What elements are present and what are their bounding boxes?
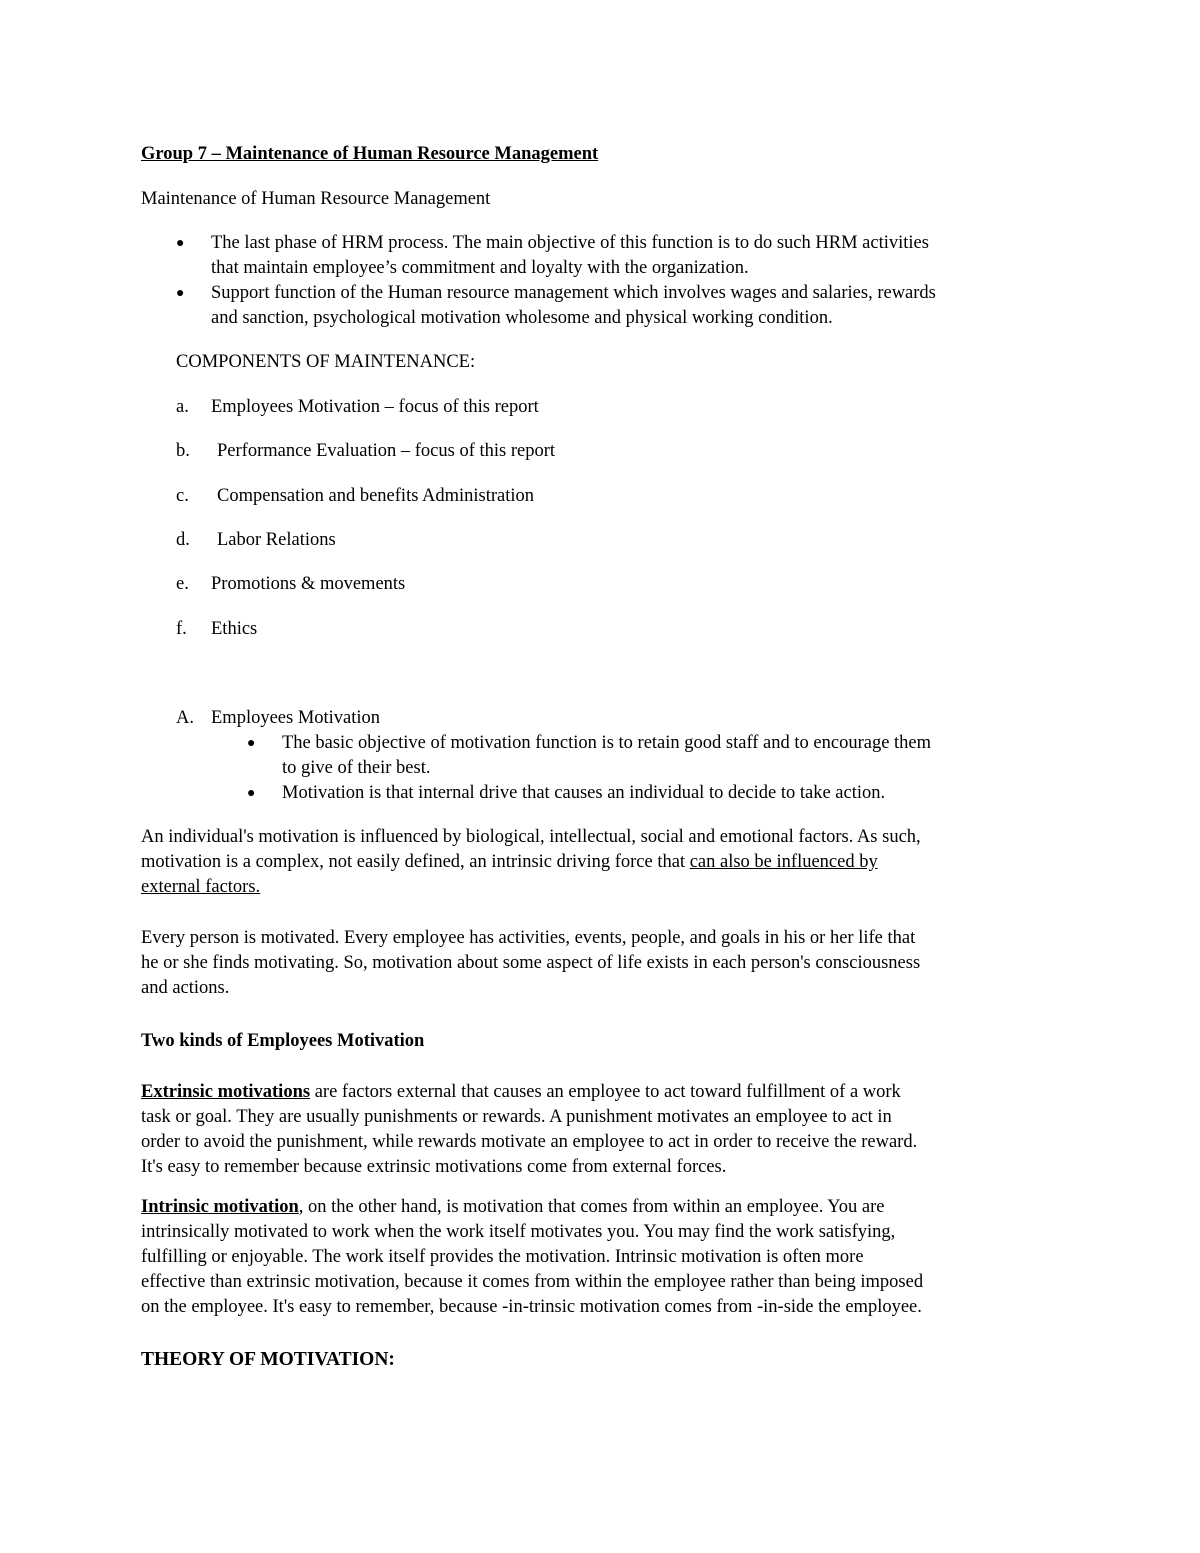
- list-marker: b.: [176, 441, 190, 461]
- paragraph-1-line-3: external factors.: [141, 877, 261, 897]
- list-marker: d.: [176, 530, 190, 550]
- paragraph-1-line-2: [141, 850, 878, 875]
- paragraph-1-text: motivation is a complex, not easily defined, an intrinsic driving force that: [141, 852, 690, 872]
- list-marker: f.: [176, 619, 187, 639]
- bullet-icon: ●: [247, 736, 256, 751]
- extrinsic-line-4: It's easy to remember because extrinsic motivations come from external forces.: [141, 1157, 727, 1177]
- intrinsic-line-5: on the employee. It's easy to remember, because -in-trinsic motivation comes from -in-side the employee.: [141, 1297, 922, 1317]
- paragraph-2-line-1: Every person is motivated. Every employee has activities, events, people, and goals in his or her life that: [141, 928, 916, 948]
- extrinsic-line-2: task or goal. They are usually punishments or rewards. A punishment motivates an employee to act in: [141, 1107, 892, 1127]
- extrinsic-line-1: [141, 1080, 901, 1105]
- section-a-bullet-1-line-1: The basic objective of motivation function is to retain good staff and to encourage them: [282, 733, 932, 753]
- section-a-bullet-1-line-2: to give of their best.: [282, 758, 431, 778]
- list-marker: a.: [176, 397, 189, 417]
- paragraph-2-line-2: he or she finds motivating. So, motivation about some aspect of life exists in each person's consciousness: [141, 953, 921, 973]
- component-item: Labor Relations: [217, 530, 336, 550]
- section-a-heading: Employees Motivation: [211, 708, 381, 728]
- bullet-icon: ●: [247, 786, 256, 801]
- section-a-bullet-2-line-1: Motivation is that internal drive that causes an individual to decide to take action.: [282, 783, 886, 803]
- list-marker: c.: [176, 486, 189, 506]
- paragraph-2-line-3: and actions.: [141, 978, 230, 998]
- document-title: Group 7 – Maintenance of Human Resource Management: [141, 144, 599, 164]
- intro-bullet-1-line-1: The last phase of HRM process. The main objective of this function is to do such HRM activities: [211, 233, 929, 253]
- intro-bullet-1-line-2: that maintain employee’s commitment and loyalty with the organization.: [211, 258, 749, 278]
- theory-heading: THEORY OF MOTIVATION:: [141, 1349, 395, 1370]
- component-item: Promotions & movements: [211, 574, 406, 594]
- components-heading: COMPONENTS OF MAINTENANCE:: [176, 352, 476, 372]
- paragraph-1-line-1: An individual's motivation is influenced by biological, intellectual, social and emotional factors. As such,: [141, 827, 921, 847]
- component-item: Compensation and benefits Administration: [217, 486, 535, 506]
- intro-bullet-2-line-1: Support function of the Human resource management which involves wages and salaries, rewards: [211, 283, 936, 303]
- intrinsic-line-1: [141, 1195, 885, 1220]
- bullet-icon: ●: [176, 286, 185, 301]
- component-item: Employees Motivation – focus of this report: [211, 397, 539, 417]
- section-marker: A.: [176, 708, 194, 728]
- intrinsic-line-4: effective than extrinsic motivation, because it comes from within the employee rather than being imposed: [141, 1272, 924, 1292]
- bullet-icon: ●: [176, 236, 185, 251]
- intrinsic-line-3: fulfilling or enjoyable. The work itself provides the motivation. Intrinsic motivation is often more: [141, 1247, 864, 1267]
- section-subtitle: Maintenance of Human Resource Management: [141, 189, 491, 209]
- component-item: Ethics: [211, 619, 258, 639]
- extrinsic-text: are factors external that causes an employee to act toward fulfillment of a work: [310, 1082, 901, 1102]
- intrinsic-line-2: intrinsically motivated to work when the work itself motivates you. You may find the work satisfying,: [141, 1222, 896, 1242]
- intrinsic-text: , on the other hand, is motivation that comes from within an employee. You are: [298, 1197, 885, 1217]
- two-kinds-heading: Two kinds of Employees Motivation: [141, 1031, 425, 1051]
- paragraph-1-underlined: can also be influenced by: [689, 852, 878, 872]
- component-item: Performance Evaluation – focus of this report: [217, 441, 556, 461]
- extrinsic-term: Extrinsic motivations: [141, 1082, 311, 1102]
- intro-bullet-2-line-2: and sanction, psychological motivation wholesome and physical working condition.: [211, 308, 833, 328]
- list-marker: e.: [176, 574, 189, 594]
- intrinsic-term: Intrinsic motivation: [141, 1197, 299, 1217]
- extrinsic-line-3: order to avoid the punishment, while rewards motivate an employee to act in order to receive the reward.: [141, 1132, 918, 1152]
